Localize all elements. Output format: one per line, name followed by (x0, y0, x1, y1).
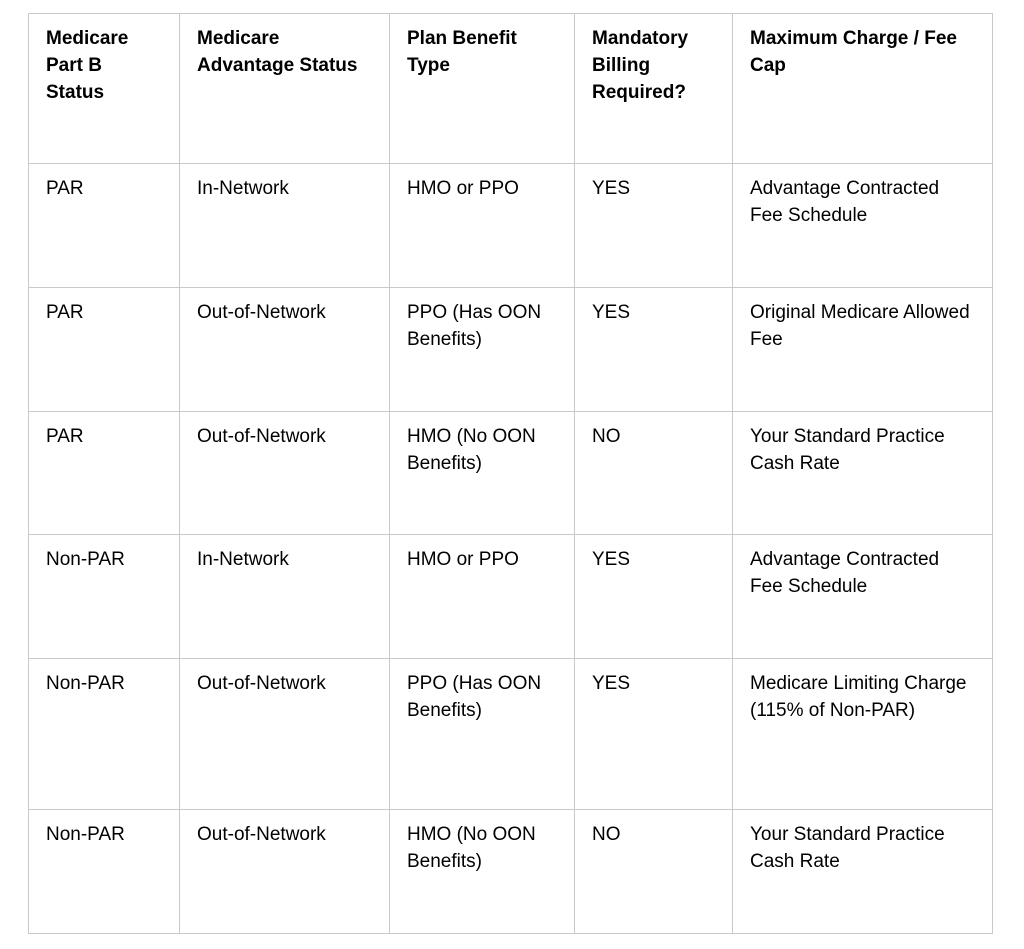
table-row (29, 288, 993, 412)
cell-part-b-status: Non-PAR (29, 810, 180, 934)
cell-mandatory-billing: YES (575, 288, 733, 412)
cell-plan-benefit-type: HMO (No OON Benefits) (390, 810, 575, 934)
cell-maximum-charge: Medicare Limiting Charge (115% of Non-PAR) (733, 659, 993, 810)
cell-mandatory-billing: YES (575, 164, 733, 288)
cell-plan-benefit-type: HMO or PPO (390, 535, 575, 659)
cell-maximum-charge: Advantage Contracted Fee Schedule (733, 535, 993, 659)
cell-maximum-charge: Advantage Contracted Fee Schedule (733, 164, 993, 288)
cell-advantage-status: In-Network (180, 164, 390, 288)
header-mandatory-billing: Mandatory Billing Required? (575, 14, 733, 164)
cell-plan-benefit-type: PPO (Has OON Benefits) (390, 659, 575, 810)
table-row (29, 412, 993, 535)
cell-mandatory-billing: NO (575, 412, 733, 535)
cell-part-b-status: PAR (29, 288, 180, 412)
cell-part-b-status: Non-PAR (29, 535, 180, 659)
cell-advantage-status: Out-of-Network (180, 412, 390, 535)
table-row (29, 164, 993, 288)
table-row (29, 659, 993, 810)
billing-rules-table (28, 13, 993, 934)
cell-mandatory-billing: YES (575, 535, 733, 659)
cell-advantage-status: Out-of-Network (180, 659, 390, 810)
table-header-row (29, 14, 993, 164)
header-advantage-status: Medicare Advantage Status (180, 14, 390, 164)
cell-maximum-charge: Your Standard Practice Cash Rate (733, 412, 993, 535)
cell-advantage-status: In-Network (180, 535, 390, 659)
cell-maximum-charge: Your Standard Practice Cash Rate (733, 810, 993, 934)
header-part-b-status: Medicare Part B Status (29, 14, 180, 164)
header-plan-benefit-type: Plan Benefit Type (390, 14, 575, 164)
cell-mandatory-billing: NO (575, 810, 733, 934)
cell-plan-benefit-type: HMO or PPO (390, 164, 575, 288)
cell-part-b-status: PAR (29, 164, 180, 288)
cell-maximum-charge: Original Medicare Allowed Fee (733, 288, 993, 412)
cell-advantage-status: Out-of-Network (180, 288, 390, 412)
table-row (29, 535, 993, 659)
cell-part-b-status: PAR (29, 412, 180, 535)
cell-advantage-status: Out-of-Network (180, 810, 390, 934)
cell-plan-benefit-type: PPO (Has OON Benefits) (390, 288, 575, 412)
table-row (29, 810, 993, 934)
cell-part-b-status: Non-PAR (29, 659, 180, 810)
cell-mandatory-billing: YES (575, 659, 733, 810)
header-maximum-charge: Maximum Charge / Fee Cap (733, 14, 993, 164)
cell-plan-benefit-type: HMO (No OON Benefits) (390, 412, 575, 535)
